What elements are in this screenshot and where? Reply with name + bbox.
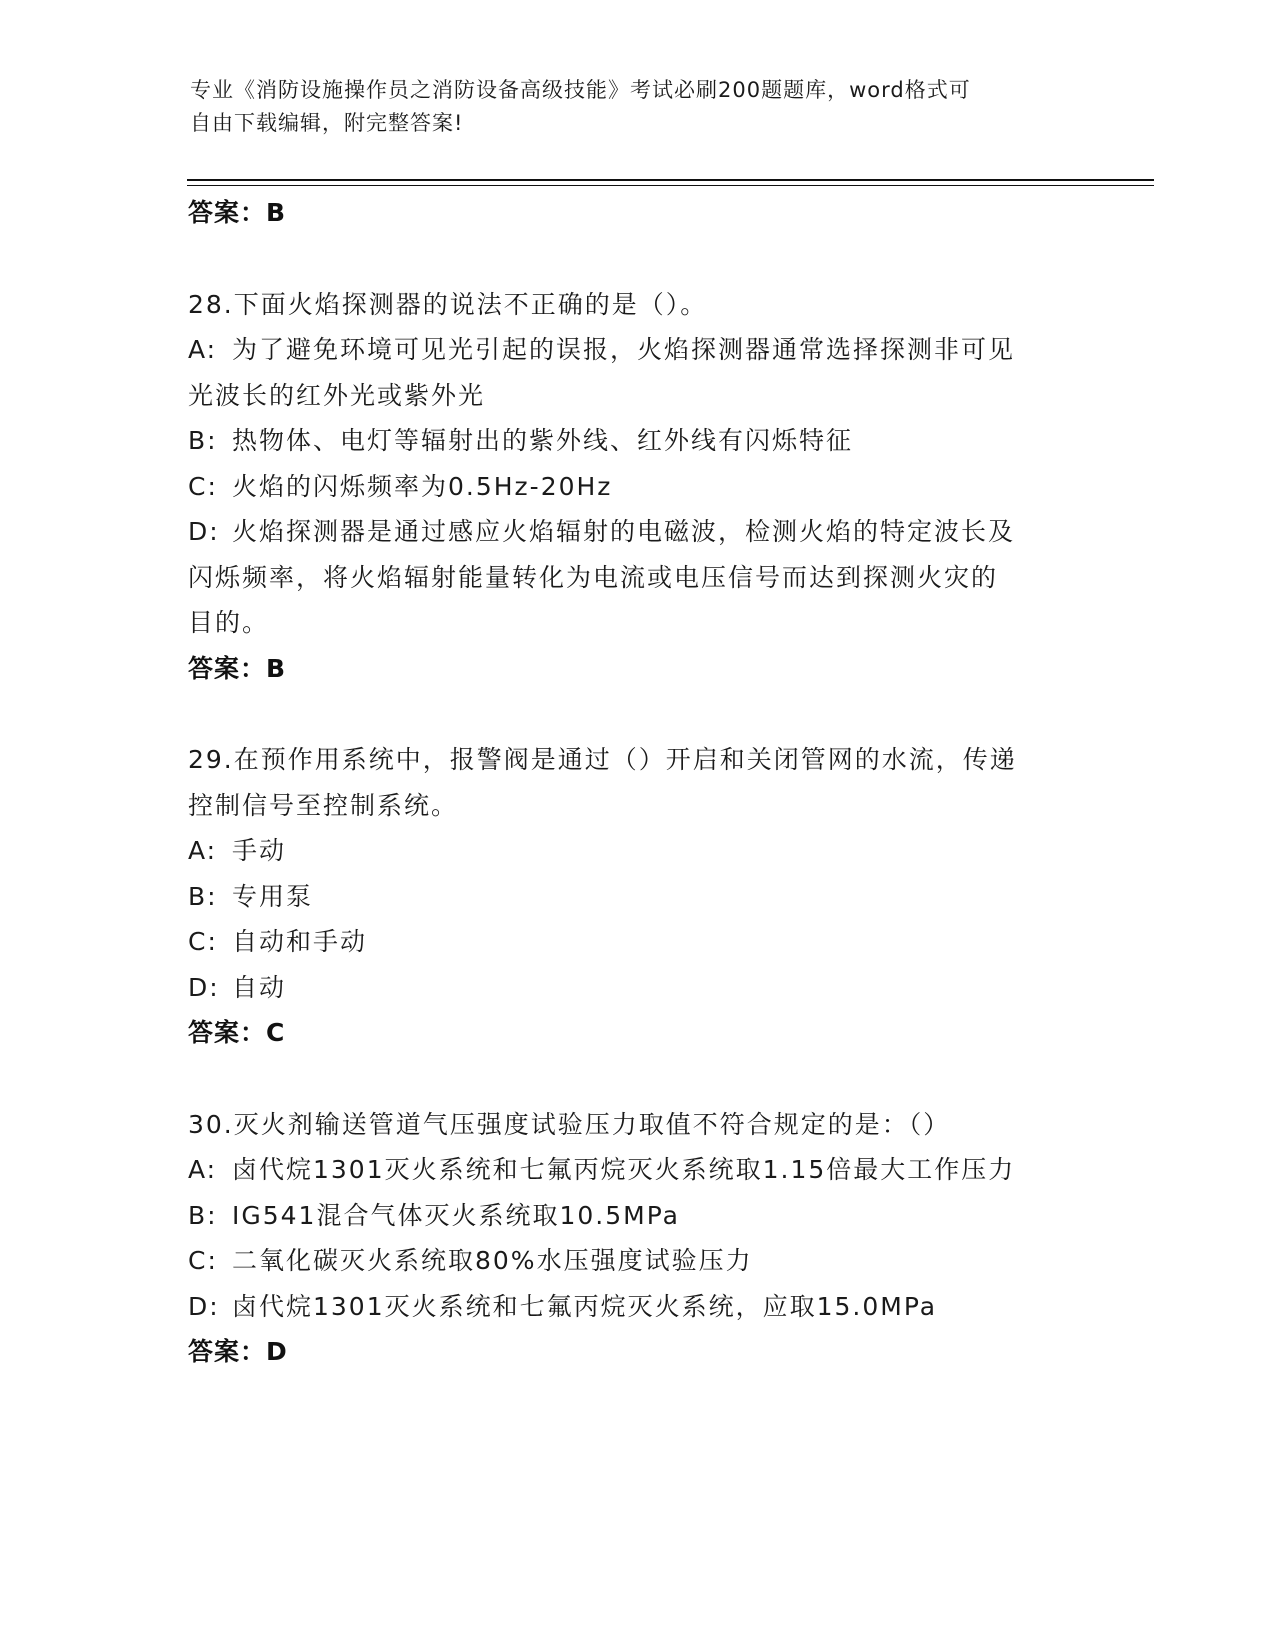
option-text: 专用泵 bbox=[232, 881, 314, 911]
option-text: 卤代烷1301灭火系统和七氟丙烷灭火系统，应取15.0MPa bbox=[232, 1291, 938, 1321]
answer: 答案：D bbox=[188, 1337, 288, 1366]
question-30 bbox=[188, 1102, 1088, 1375]
question-list bbox=[188, 190, 1088, 1375]
spacer bbox=[188, 1056, 1088, 1102]
option-label: A: bbox=[188, 335, 218, 364]
spacer bbox=[188, 691, 1088, 737]
header-divider-thick bbox=[187, 179, 1154, 181]
option-text: 热物体、电灯等辐射出的紫外线、红外线有闪烁特征 bbox=[232, 426, 854, 455]
option-text: 二氧化碳灭火系统取80%水压强度试验压力 bbox=[232, 1246, 753, 1275]
option-text: 为了避免环境可见光引起的误报，火焰探测器通常选择探测非可见 bbox=[232, 335, 1016, 364]
question-28 bbox=[188, 282, 1088, 692]
option-c bbox=[188, 464, 1088, 510]
option-label: B: bbox=[188, 426, 218, 455]
option-text: 卤代烷1301灭火系统和七氟丙烷灭火系统取1.15倍最大工作压力 bbox=[232, 1155, 1016, 1184]
option-text: 火焰探测器是通过感应火焰辐射的电磁波，检测火焰的特定波长及 bbox=[232, 517, 1016, 546]
answer: 答案：B bbox=[188, 653, 287, 683]
question-stem: 29.在预作用系统中，报警阀是通过（）开启和关闭管网的水流，传递 bbox=[188, 745, 1017, 774]
option-label: A: bbox=[188, 1155, 218, 1184]
page-header bbox=[190, 74, 1090, 140]
question-stem: 30.灭火剂输送管道气压强度试验压力取值不符合规定的是：（） bbox=[188, 1109, 951, 1139]
option-label: C: bbox=[188, 471, 218, 501]
previous-answer: 答案：B bbox=[188, 198, 287, 227]
option-text: 手动 bbox=[232, 836, 287, 865]
question-stem-continued: 控制信号至控制系统。 bbox=[188, 790, 459, 820]
option-a-continued: 光波长的红外光或紫外光 bbox=[188, 380, 486, 410]
option-label: B: bbox=[188, 1200, 218, 1230]
header-divider-thin bbox=[187, 185, 1154, 186]
option-d-continued-2: 目的。 bbox=[188, 608, 270, 637]
option-d bbox=[188, 1284, 1088, 1330]
option-label: B: bbox=[188, 881, 218, 911]
option-label: C: bbox=[188, 1246, 218, 1275]
option-label: D: bbox=[188, 1291, 220, 1321]
option-a bbox=[188, 828, 1088, 874]
option-a bbox=[188, 327, 1088, 373]
option-c bbox=[188, 1238, 1088, 1284]
option-d-continued: 闪烁频率，将火焰辐射能量转化为电流或电压信号而达到探测火灾的 bbox=[188, 562, 999, 592]
header-title-line2: 自由下载编辑，附完整答案! bbox=[190, 111, 464, 135]
option-d bbox=[188, 509, 1088, 555]
option-b bbox=[188, 1193, 1088, 1239]
header-title-line1: 专业《消防设施操作员之消防设备高级技能》考试必刷200题题库，word格式可 bbox=[190, 78, 971, 102]
option-b bbox=[188, 874, 1088, 920]
spacer bbox=[188, 236, 1088, 282]
answer: 答案：C bbox=[188, 1018, 286, 1047]
option-label: C: bbox=[188, 927, 218, 956]
option-text: 自动 bbox=[232, 972, 287, 1002]
option-label: D: bbox=[188, 972, 220, 1002]
option-label: A: bbox=[188, 836, 218, 865]
question-29 bbox=[188, 737, 1088, 1056]
option-d bbox=[188, 965, 1088, 1011]
option-text: IG541混合气体灭火系统取10.5MPa bbox=[232, 1200, 680, 1230]
option-label: D: bbox=[188, 517, 220, 546]
option-a bbox=[188, 1147, 1088, 1193]
option-text: 自动和手动 bbox=[232, 927, 368, 956]
option-b bbox=[188, 418, 1088, 464]
option-text: 火焰的闪烁频率为0.5Hz-20Hz bbox=[232, 471, 613, 501]
question-stem: 28.下面火焰探测器的说法不正确的是（）。 bbox=[188, 289, 708, 319]
option-c bbox=[188, 919, 1088, 965]
